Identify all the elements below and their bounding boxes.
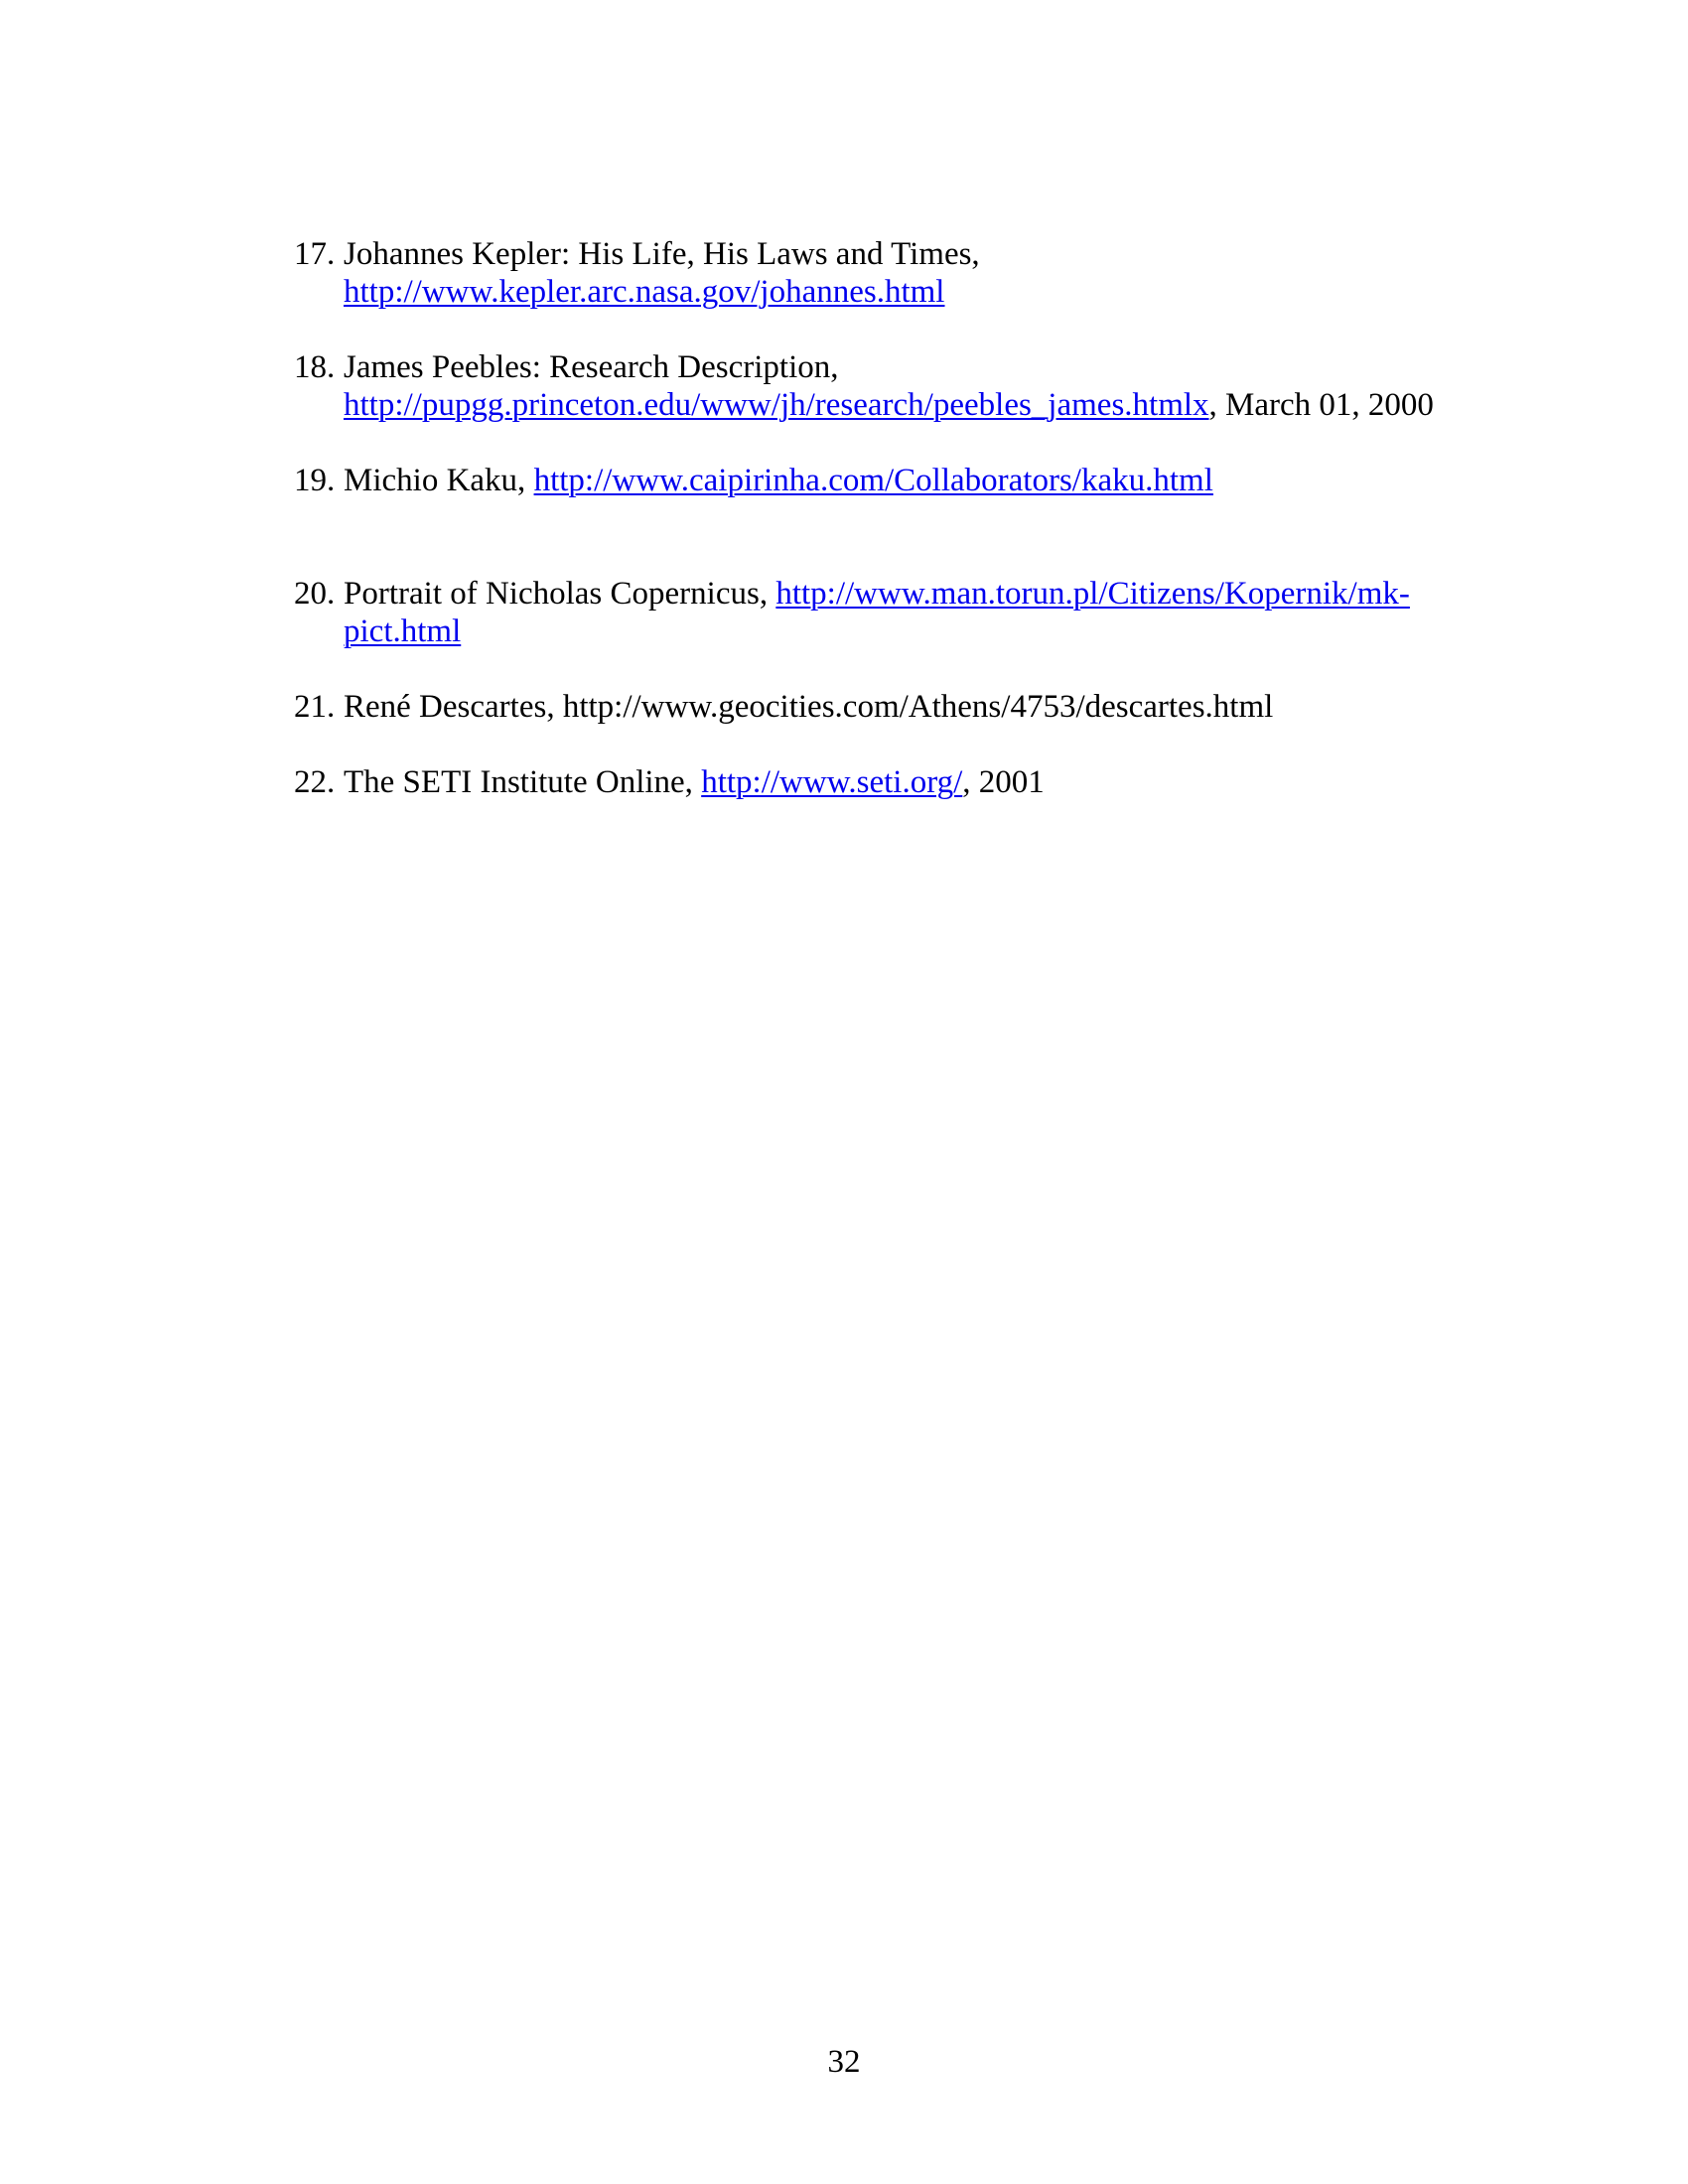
reference-suffix: , 2001: [962, 764, 1045, 800]
reference-suffix: , March 01, 2000: [1208, 387, 1434, 423]
reference-number: 18.: [294, 349, 336, 385]
reference-19: [294, 462, 1446, 499]
reference-link[interactable]: http://www.seti.org/: [701, 764, 963, 800]
reference-text: Michio Kaku,: [344, 463, 534, 498]
reference-list: [294, 235, 1446, 839]
reference-link[interactable]: http://www.caipirinha.com/Collaborators/kaku.html: [533, 463, 1213, 498]
reference-link[interactable]: http://pupgg.princeton.edu/www/jh/research/peebles_james.htmlx: [344, 387, 1209, 423]
reference-text: Johannes Kepler: His Life, His Laws and Times,: [344, 236, 980, 272]
reference-22: [294, 763, 1446, 801]
reference-number: 20.: [294, 576, 336, 612]
reference-link[interactable]: http://www.man.torun.pl/Citizens/Kopernik/mk-pict.html: [344, 576, 1410, 649]
reference-number: 22.: [294, 764, 336, 800]
reference-17: [294, 235, 1446, 311]
reference-18: [294, 348, 1446, 424]
reference-text: James Peebles: Research Description,: [344, 349, 839, 385]
reference-number: 21.: [294, 689, 336, 725]
reference-21: [294, 688, 1446, 726]
reference-20: [294, 575, 1446, 650]
reference-number: 17.: [294, 236, 336, 272]
page-number: 32: [827, 2044, 861, 2080]
reference-text: The SETI Institute Online,: [344, 764, 702, 800]
reference-link[interactable]: http://www.kepler.arc.nasa.gov/johannes.html: [344, 274, 945, 310]
reference-number: 19.: [294, 463, 336, 498]
reference-text: René Descartes, http://www.geocities.com/Athens/4753/descartes.html: [344, 689, 1274, 725]
reference-text: Portrait of Nicholas Copernicus,: [344, 576, 776, 612]
